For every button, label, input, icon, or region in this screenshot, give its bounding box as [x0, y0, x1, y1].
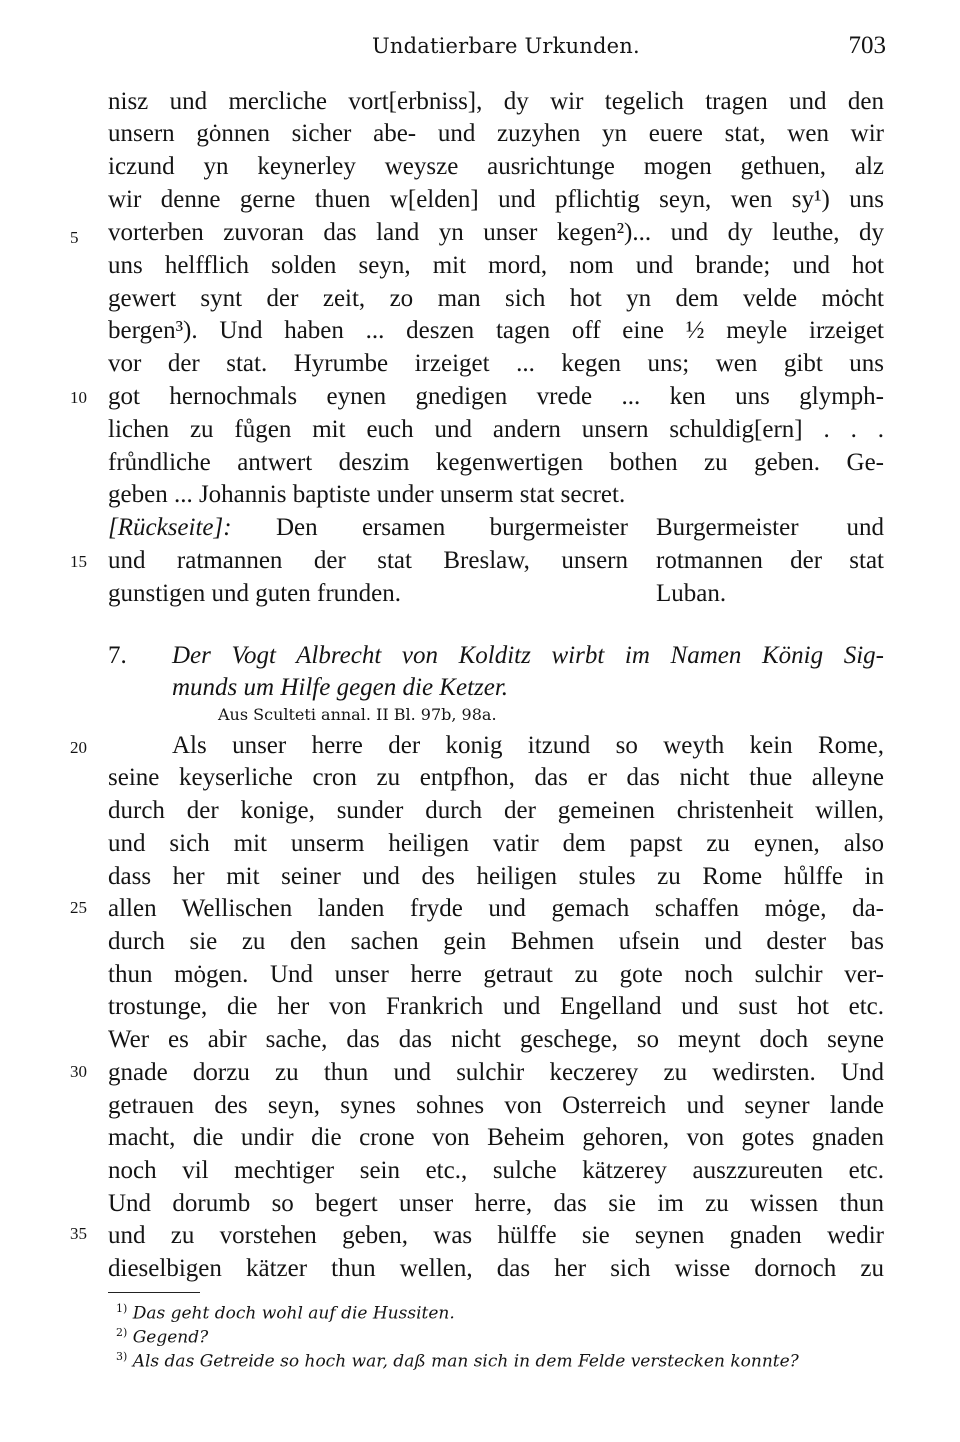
- footnote-2: $^{2)}$ Gegend?: [116, 1326, 209, 1348]
- address-right-line-1: Burgermeister und: [656, 514, 884, 541]
- line-number-20: 20: [70, 738, 87, 757]
- address-left-line-3: gunstigen und guten frunden.: [108, 580, 402, 607]
- section-line: getrauen des seyn, synes sohnes von Osterreich und seyner lande: [108, 1092, 884, 1119]
- section-line: trostunge, die her von Frankrich und Engelland und sust hot etc.: [108, 993, 884, 1020]
- body-line: frůndliche antwert deszim kegenwertigen bothen zu geben. Ge-: [108, 449, 884, 476]
- section-line: allen Wellischen landen fryde und gemach schaffen mȯge, da-: [108, 895, 884, 922]
- body-line: gewert synt der zeit, zo man sich hot yn dem velde mȯcht: [108, 285, 884, 312]
- body-line: vor der stat. Hyrumbe irzeiget ... kegen uns; wen gibt uns: [108, 350, 884, 377]
- section-line: dass her mit seiner und des heiligen stules zu Rome hůlffe in: [108, 863, 884, 890]
- line-number-15: 15: [70, 552, 87, 571]
- body-line: lichen zu fůgen mit euch und andern unsern schuldig[ern] . . .: [108, 416, 884, 443]
- address-left-line-1: [Rückseite]: Den ersamen burgermeister: [108, 514, 628, 541]
- section-line: gnade dorzu zu thun und sulchir keczerey zu wedirsten. Und: [108, 1059, 884, 1086]
- footnote-divider: [108, 1292, 200, 1293]
- section-line: thun mȯgen. Und unser herre getraut zu gote noch sulchir ver-: [108, 961, 884, 988]
- body-line: unsern gȯnnen sicher abe- und zuzyhen yn euere stat, wen wir: [108, 120, 884, 147]
- body-line: got hernochmals eynen gnedigen vrede ... ken uns glymph-: [108, 383, 884, 410]
- address-left-line-2: und ratmannen der stat Breslaw, unsern: [108, 547, 628, 574]
- body-line: geben ... Johannis baptiste under unserm stat secret.: [108, 481, 626, 508]
- body-line: wir denne gerne thuen w[elden] und pflichtig seyn, wen sy¹) uns: [108, 186, 884, 213]
- body-line: vorterben zuvoran das land yn unser kegen²)... und dy leuthe, dy: [108, 219, 884, 246]
- section-line: seine keyserliche cron zu entpfhon, das er das nicht thue alleyne: [108, 764, 884, 791]
- section-line: macht, die undir die crone von Beheim gehoren, von gotes gnaden: [108, 1124, 884, 1151]
- address-right-line-2: rotmannen der stat: [656, 547, 884, 574]
- section-line: Und dorumb so begert unser herre, das sie im zu wissen thun: [108, 1190, 884, 1217]
- line-number-30: 30: [70, 1062, 87, 1081]
- address-right-line-3: Luban.: [656, 580, 727, 607]
- section-line: Wer es abir sache, das das nicht geschege, so meynt doch seyne: [108, 1026, 884, 1053]
- section-line: durch der konige, sunder durch der gemeinen christenheit willen,: [108, 797, 884, 824]
- section-line: noch vil mechtiger sein etc., sulche kätzerey auszzureuten etc.: [108, 1157, 884, 1184]
- section-title-line-2: munds um Hilfe gegen die Ketzer.: [172, 674, 509, 701]
- body-line: nisz und mercliche vort[erbniss], dy wir tegelich tragen und den: [108, 88, 884, 115]
- line-number-25: 25: [70, 898, 87, 917]
- running-title: Undatierbare Urkunden.: [372, 34, 640, 58]
- body-line: iczund yn keynerley weysze ausrichtunge mogen gethuen, alz: [108, 153, 884, 180]
- line-number-35: 35: [70, 1224, 87, 1243]
- page-number: 703: [848, 32, 886, 59]
- reverse-side-label: [Rückseite]:: [108, 514, 232, 541]
- section-number: 7.: [108, 642, 127, 669]
- section-title-line-1: Der Vogt Albrecht von Kolditz wirbt im Namen König Sig-: [172, 642, 884, 669]
- section-line: und zu vorstehen geben, was hülffe sie seynen gnaden wedir: [108, 1222, 884, 1249]
- body-line: bergen³). Und haben ... deszen tagen off eine ½ meyle irzeiget: [108, 317, 884, 344]
- section-line: durch sie zu den sachen gein Behmen ufsein und dester bas: [108, 928, 884, 955]
- line-number-5: 5: [70, 228, 79, 247]
- line-number-10: 10: [70, 388, 87, 407]
- footnote-3: $^{3)}$ Als das Getreide so hoch war, daß man sich in dem Felde verstecken konnte?: [116, 1350, 799, 1372]
- section-line: und sich mit unserm heiligen vatir dem papst zu eynen, also: [108, 830, 884, 857]
- body-line: uns helfflich solden seyn, mit mord, nom und brande; und hot: [108, 252, 884, 279]
- source-reference: Aus Sculteti annal. II Bl. 97b, 98a.: [218, 705, 497, 724]
- section-line: Als unser herre der konig itzund so weyth kein Rome,: [172, 732, 884, 759]
- footnote-1: $^{1)}$ Das geht doch wohl auf die Hussiten.: [116, 1302, 455, 1324]
- section-line: dieselbigen kätzer thun wellen, das her sich wisse dornoch zu: [108, 1255, 884, 1282]
